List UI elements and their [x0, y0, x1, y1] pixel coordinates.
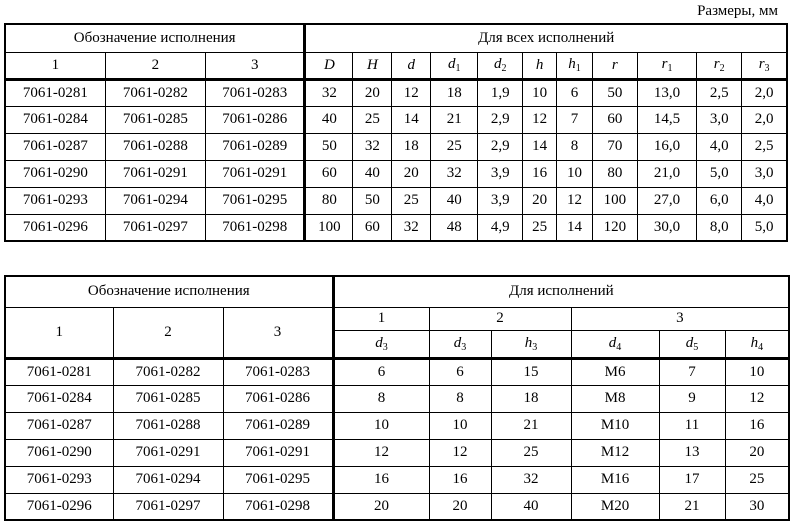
param-header [697, 52, 742, 79]
value-cell: 3,9 [478, 187, 523, 214]
value-cell: 100 [592, 187, 637, 214]
param-subscript: 3 [461, 341, 467, 353]
value-cell: 12 [392, 79, 431, 106]
param-header [725, 330, 789, 358]
designation-cell: 7061-0293 [5, 466, 113, 493]
value-cell: 7 [557, 106, 593, 133]
designation-cell: 7061-0296 [5, 214, 105, 241]
header-designation: Обозначение исполнения [5, 24, 305, 52]
param-subscript: 4 [616, 341, 622, 353]
designation-cell: 7061-0297 [113, 493, 223, 520]
version-col-1: 1 [5, 307, 113, 358]
designation-cell: 7061-0291 [223, 439, 333, 466]
param-symbol: d [685, 334, 694, 351]
value-cell: 14,5 [637, 106, 696, 133]
value-cell: 6 [557, 79, 593, 106]
value-cell: 13,0 [637, 79, 696, 106]
table-row [5, 133, 787, 160]
designation-cell: 7061-0291 [105, 160, 205, 187]
table-row [5, 214, 787, 241]
value-cell: 120 [592, 214, 637, 241]
value-cell: 3,0 [742, 160, 787, 187]
designation-cell: 7061-0297 [105, 214, 205, 241]
value-cell: 32 [431, 160, 478, 187]
value-cell: 10 [523, 79, 557, 106]
designation-cell: 7061-0285 [105, 106, 205, 133]
designation-cell: 7061-0285 [113, 385, 223, 412]
value-cell: 60 [592, 106, 637, 133]
value-cell: 8 [333, 385, 429, 412]
value-cell: 48 [431, 214, 478, 241]
value-cell: 18 [431, 79, 478, 106]
param-symbol: d [494, 56, 502, 72]
value-cell: 4,9 [478, 214, 523, 241]
value-cell: 5,0 [742, 214, 787, 241]
table-row [5, 466, 789, 493]
value-cell: 4,0 [697, 133, 742, 160]
table-row [5, 187, 787, 214]
value-cell: 25 [523, 214, 557, 241]
designation-cell: 7061-0289 [223, 412, 333, 439]
value-cell: 15 [491, 358, 571, 385]
designation-cell: 7061-0283 [206, 79, 305, 106]
param-symbol: h [535, 56, 544, 73]
value-cell: 12 [333, 439, 429, 466]
value-cell: 2,0 [742, 79, 787, 106]
value-cell: 2,9 [478, 133, 523, 160]
param-subscript: 5 [693, 341, 699, 353]
param-header [431, 52, 478, 79]
param-header [491, 330, 571, 358]
param-header [392, 52, 431, 79]
designation-cell: 7061-0283 [223, 358, 333, 385]
value-cell: 8,0 [697, 214, 742, 241]
designation-cell: 7061-0287 [5, 133, 105, 160]
value-cell: 20 [523, 187, 557, 214]
value-cell: 16,0 [637, 133, 696, 160]
value-cell: 40 [431, 187, 478, 214]
table-row [5, 493, 789, 520]
value-cell: 2,9 [478, 106, 523, 133]
value-cell: M20 [571, 493, 659, 520]
designation-cell: 7061-0284 [5, 385, 113, 412]
value-cell: 12 [725, 385, 789, 412]
designation-cell: 7061-0290 [5, 160, 105, 187]
value-cell: 21 [659, 493, 725, 520]
param-subscript: 3 [532, 341, 538, 353]
header-designation: Обозначение исполнения [5, 276, 333, 307]
value-cell: 20 [725, 439, 789, 466]
value-cell: 10 [725, 358, 789, 385]
param-symbol: h [750, 334, 759, 351]
sub-version-1: 1 [333, 307, 429, 330]
designation-cell: 7061-0281 [5, 358, 113, 385]
designation-cell: 7061-0286 [206, 106, 305, 133]
value-cell: 50 [353, 187, 392, 214]
designation-cell: 7061-0282 [113, 358, 223, 385]
designation-cell: 7061-0288 [105, 133, 205, 160]
param-symbol: h [568, 56, 576, 72]
value-cell: 21 [431, 106, 478, 133]
value-cell: 20 [392, 160, 431, 187]
param-subscript: 2 [501, 63, 507, 74]
value-cell: 5,0 [697, 160, 742, 187]
param-symbol: d [407, 56, 415, 73]
value-cell: 9 [659, 385, 725, 412]
table-row [5, 439, 789, 466]
value-cell: 60 [305, 160, 353, 187]
value-cell: 14 [523, 133, 557, 160]
value-cell: M8 [571, 385, 659, 412]
designation-cell: 7061-0291 [113, 439, 223, 466]
value-cell: 70 [592, 133, 637, 160]
units-label: Размеры, мм [697, 3, 778, 19]
param-header [557, 52, 593, 79]
param-symbol: d [447, 56, 456, 72]
designation-cell: 7061-0290 [5, 439, 113, 466]
value-cell: 25 [725, 466, 789, 493]
version-col-1: 1 [5, 52, 105, 79]
param-symbol: d [375, 334, 383, 351]
param-symbol: r [713, 56, 720, 72]
value-cell: 25 [392, 187, 431, 214]
value-cell: 11 [659, 412, 725, 439]
value-cell: 8 [429, 385, 491, 412]
value-cell: 8 [557, 133, 593, 160]
value-cell: 10 [429, 412, 491, 439]
value-cell: 20 [353, 79, 392, 106]
designation-cell: 7061-0286 [223, 385, 333, 412]
designation-cell: 7061-0287 [5, 412, 113, 439]
value-cell: 32 [305, 79, 353, 106]
designation-cell: 7061-0295 [223, 466, 333, 493]
value-cell: 40 [305, 106, 353, 133]
value-cell: 14 [557, 214, 593, 241]
value-cell: 32 [491, 466, 571, 493]
designation-cell: 7061-0294 [105, 187, 205, 214]
value-cell: 6 [333, 358, 429, 385]
designation-cell: 7061-0289 [206, 133, 305, 160]
value-cell: 32 [353, 133, 392, 160]
value-cell: 13 [659, 439, 725, 466]
dimensions-table-main [4, 23, 788, 242]
param-subscript: 1 [667, 63, 673, 74]
designation-cell: 7061-0281 [5, 79, 105, 106]
value-cell: 80 [305, 187, 353, 214]
value-cell: 10 [557, 160, 593, 187]
table-row [5, 106, 787, 133]
value-cell: 30,0 [637, 214, 696, 241]
param-symbol: d [608, 334, 617, 351]
param-header [592, 52, 637, 79]
param-header [478, 52, 523, 79]
param-header [571, 330, 659, 358]
value-cell: 16 [333, 466, 429, 493]
value-cell: 50 [592, 79, 637, 106]
value-cell: 12 [429, 439, 491, 466]
param-header [523, 52, 557, 79]
param-header [637, 52, 696, 79]
value-cell: 40 [353, 160, 392, 187]
version-col-3: 3 [206, 52, 305, 79]
param-subscript: 1 [455, 63, 461, 74]
designation-cell: 7061-0294 [113, 466, 223, 493]
value-cell: 21 [491, 412, 571, 439]
value-cell: 25 [431, 133, 478, 160]
value-cell: 3,9 [478, 160, 523, 187]
param-header [429, 330, 491, 358]
param-subscript: 3 [764, 63, 770, 74]
value-cell: 18 [491, 385, 571, 412]
designation-cell: 7061-0291 [206, 160, 305, 187]
value-cell: 20 [333, 493, 429, 520]
value-cell: 2,0 [742, 106, 787, 133]
param-subscript: 2 [719, 63, 725, 74]
value-cell: 3,0 [697, 106, 742, 133]
value-cell: 10 [333, 412, 429, 439]
value-cell: 14 [392, 106, 431, 133]
value-cell: 17 [659, 466, 725, 493]
value-cell: 21,0 [637, 160, 696, 187]
value-cell: 30 [725, 493, 789, 520]
value-cell: 4,0 [742, 187, 787, 214]
value-cell: 2,5 [697, 79, 742, 106]
param-header [305, 52, 353, 79]
value-cell: 18 [392, 133, 431, 160]
param-subscript: 3 [382, 341, 388, 353]
designation-cell: 7061-0296 [5, 493, 113, 520]
value-cell: 6 [429, 358, 491, 385]
value-cell: M12 [571, 439, 659, 466]
value-cell: 60 [353, 214, 392, 241]
dimensions-table-versions [4, 275, 790, 521]
header-all-versions: Для всех исполнений [305, 24, 787, 52]
value-cell: 40 [491, 493, 571, 520]
table-row [5, 385, 789, 412]
value-cell: 2,5 [742, 133, 787, 160]
value-cell: 16 [523, 160, 557, 187]
version-col-2: 2 [113, 307, 223, 358]
param-subscript: 1 [575, 63, 581, 74]
param-header [353, 52, 392, 79]
value-cell: M6 [571, 358, 659, 385]
param-header [742, 52, 787, 79]
param-symbol: r [611, 56, 618, 73]
param-symbol: r [758, 56, 765, 72]
value-cell: 50 [305, 133, 353, 160]
header-for-versions: Для исполнений [333, 276, 789, 307]
designation-cell: 7061-0288 [113, 412, 223, 439]
sub-version-2: 2 [429, 307, 571, 330]
value-cell: 6,0 [697, 187, 742, 214]
value-cell: 27,0 [637, 187, 696, 214]
value-cell: 100 [305, 214, 353, 241]
value-cell: 20 [429, 493, 491, 520]
value-cell: M10 [571, 412, 659, 439]
param-symbol: h [524, 334, 533, 351]
value-cell: 25 [353, 106, 392, 133]
table-row [5, 79, 787, 106]
table-row [5, 160, 787, 187]
param-symbol: D [323, 56, 335, 73]
value-cell: 16 [429, 466, 491, 493]
designation-cell: 7061-0298 [206, 214, 305, 241]
param-symbol: H [366, 56, 378, 73]
version-col-3: 3 [223, 307, 333, 358]
table-row [5, 412, 789, 439]
designation-cell: 7061-0284 [5, 106, 105, 133]
designation-cell: 7061-0298 [223, 493, 333, 520]
param-symbol: r [661, 56, 668, 72]
value-cell: 80 [592, 160, 637, 187]
designation-cell: 7061-0282 [105, 79, 205, 106]
value-cell: 12 [557, 187, 593, 214]
value-cell: 32 [392, 214, 431, 241]
value-cell: 1,9 [478, 79, 523, 106]
value-cell: 25 [491, 439, 571, 466]
table-row [5, 358, 789, 385]
param-symbol: d [453, 334, 462, 351]
value-cell: 16 [725, 412, 789, 439]
designation-cell: 7061-0295 [206, 187, 305, 214]
value-cell: 7 [659, 358, 725, 385]
value-cell: 12 [523, 106, 557, 133]
param-header [659, 330, 725, 358]
designation-cell: 7061-0293 [5, 187, 105, 214]
sub-version-3: 3 [571, 307, 789, 330]
param-subscript: 4 [758, 341, 764, 353]
version-col-2: 2 [105, 52, 205, 79]
param-header [333, 330, 429, 358]
value-cell: M16 [571, 466, 659, 493]
